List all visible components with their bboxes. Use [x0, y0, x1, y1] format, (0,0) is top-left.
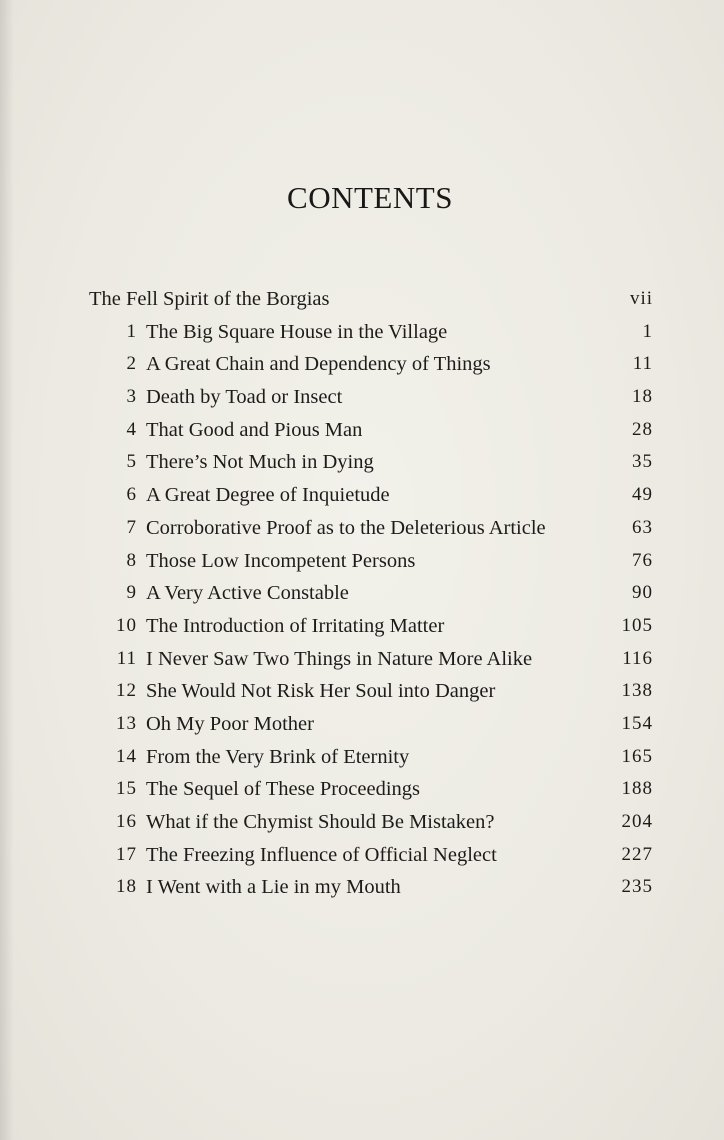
toc-entry-page: 154	[621, 712, 653, 734]
toc-entry-title: A Great Chain and Dependency of Things	[146, 353, 491, 376]
toc-entry-title: Corroborative Proof as to the Deleterious Article	[146, 516, 546, 539]
toc-entry-intro	[89, 283, 653, 316]
toc-entry-page: 28	[632, 418, 653, 440]
toc-entry-page: 35	[632, 451, 653, 473]
toc-entry-page: 1	[642, 320, 653, 342]
toc-entry-number: 2	[126, 353, 137, 375]
toc-entry-number: 4	[126, 418, 137, 440]
toc-entry-title: I Went with a Lie in my Mouth	[146, 876, 401, 899]
toc-entry-number: 5	[126, 451, 137, 473]
toc-entry-number: 8	[126, 549, 137, 571]
toc-entry-page: 105	[621, 614, 653, 636]
page-title: CONTENTS	[287, 180, 453, 215]
toc-entry-title: What if the Chymist Should Be Mistaken?	[146, 811, 495, 833]
toc-entry-number: 1	[126, 320, 137, 342]
toc-entry	[89, 577, 653, 610]
toc-entry-number: 14	[116, 745, 137, 767]
toc-entry	[89, 708, 653, 741]
toc-entry	[89, 414, 653, 447]
toc-entry-page: vii	[629, 288, 653, 309]
toc-entry	[89, 871, 653, 904]
toc-entry	[89, 741, 653, 774]
toc-entry-page: 90	[632, 582, 653, 604]
toc-entry-page: 18	[632, 386, 653, 408]
toc-entry	[89, 610, 653, 643]
toc-entry-page: 138	[621, 680, 653, 702]
toc-entry-title: Oh My Poor Mother	[146, 712, 314, 735]
toc-entry-page: 165	[621, 745, 653, 767]
toc-entry-page: 204	[621, 811, 653, 832]
toc-entry-page: 49	[632, 484, 653, 506]
toc-entry-title: The Sequel of These Proceedings	[146, 778, 421, 801]
toc-entry-number: 3	[126, 386, 137, 408]
toc-entry-title: Those Low Incompetent Persons	[146, 549, 416, 572]
toc-entry	[89, 479, 653, 512]
toc-entry	[89, 446, 653, 479]
toc-entry-number: 12	[116, 680, 137, 702]
toc-entry-number: 18	[116, 876, 137, 898]
toc-entry	[89, 839, 653, 872]
toc-entry	[89, 545, 653, 578]
toc-entry	[89, 675, 653, 708]
toc-entry-number: 15	[116, 778, 137, 800]
toc-entry-title: There’s Not Much in Dying	[146, 451, 374, 474]
toc-entry-title: A Great Degree of Inquietude	[146, 484, 390, 507]
toc-entry-number: 17	[116, 843, 137, 865]
toc-entry	[89, 773, 653, 806]
toc-entry	[89, 316, 653, 349]
toc-entry-title: The Freezing Influence of Official Neglect	[146, 843, 497, 866]
toc-entry	[89, 806, 653, 839]
toc-entry-number: 10	[116, 614, 137, 636]
toc-entry-number: 9	[126, 582, 137, 604]
toc-entry-number: 16	[116, 811, 137, 832]
toc-entry-number: 6	[126, 484, 137, 506]
toc-entry-page: 235	[621, 876, 653, 898]
toc-entry-title: The Introduction of Irritating Matter	[146, 614, 445, 637]
toc-entry-title: The Fell Spirit of the Borgias	[89, 288, 330, 310]
toc-entry-number: 7	[126, 516, 137, 538]
toc-entry-title: That Good and Pious Man	[146, 418, 363, 441]
toc-entry	[89, 512, 653, 545]
toc-entry	[89, 381, 653, 414]
toc-entry-page: 227	[621, 843, 653, 865]
toc-entry-number: 11	[116, 647, 137, 669]
toc-entry-title: I Never Saw Two Things in Nature More Alike	[146, 647, 533, 670]
spine-shadow	[0, 0, 14, 1140]
table-of-contents	[89, 283, 653, 904]
toc-entry-page: 63	[632, 516, 653, 538]
toc-entry-page: 11	[632, 353, 653, 375]
toc-entry-page: 116	[622, 647, 653, 669]
toc-entry-page: 188	[621, 778, 653, 800]
toc-entry-title: She Would Not Risk Her Soul into Danger	[146, 680, 496, 703]
toc-entry-title: A Very Active Constable	[146, 582, 349, 605]
toc-entry-title: Death by Toad or Insect	[146, 386, 343, 409]
toc-entry-number: 13	[116, 712, 137, 734]
toc-entry-title: The Big Square House in the Village	[146, 320, 448, 343]
toc-entry-title: From the Very Brink of Eternity	[146, 745, 410, 768]
toc-entry	[89, 348, 653, 381]
toc-entry	[89, 643, 653, 676]
toc-entry-page: 76	[632, 549, 653, 571]
